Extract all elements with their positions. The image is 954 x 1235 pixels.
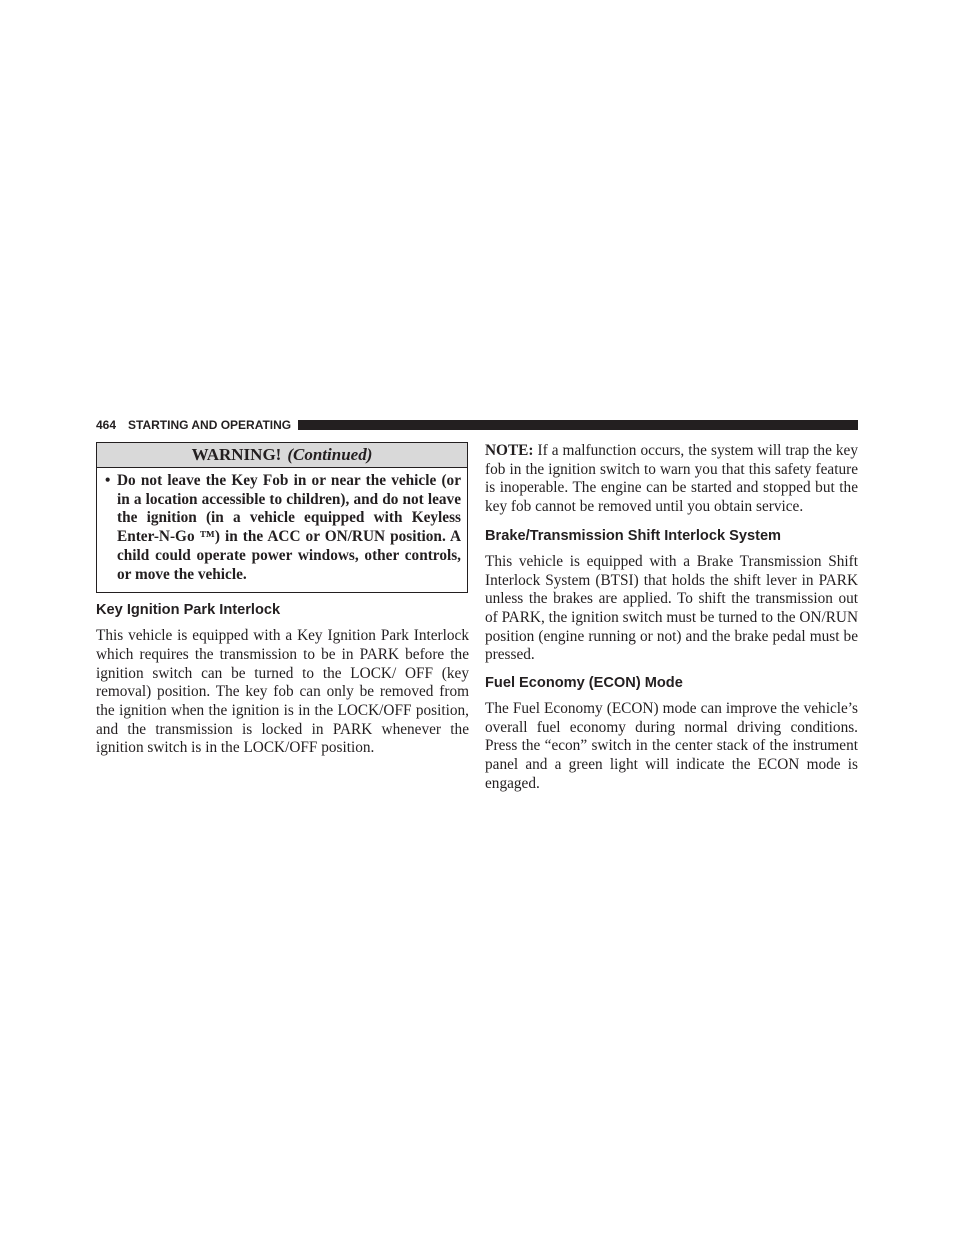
econ-body: The Fuel Economy (ECON) mode can improve the vehicle’s overall fuel economy during normal driving conditions. Press the “econ” switch in the center stack of the instrument panel and a green light will indicate the ECON mode is engaged. <box>485 700 858 792</box>
note-body: If a malfunction occurs, the system will trap the key fob in the ignition switch to warn you that this safety feature is inoperable. The engine can be started and stopped but the key fob cannot be removed until you obtain service. <box>485 442 858 516</box>
btsi-heading: Brake/Transmission Shift Interlock System <box>485 527 782 544</box>
right-column <box>485 442 858 794</box>
econ-heading: Fuel Economy (ECON) Mode <box>485 675 683 692</box>
warning-continued: (Continued) <box>287 445 373 464</box>
warning-text: Do not leave the Key Fob in or near the vehicle (or in a location accessible to children), and do not leave the ignition (in a vehicle equipped with Keyless Enter-N-Go ™) in the ACC or ON/RUN position. A child could operate power windows, other controls, or move the vehicle. <box>117 472 461 583</box>
note-paragraph <box>485 442 858 517</box>
warning-label: WARNING! <box>191 445 282 464</box>
page-number: 464 <box>96 418 117 432</box>
warning-body <box>97 468 467 592</box>
page-header <box>96 417 858 433</box>
left-column <box>96 442 469 758</box>
bullet-icon: • <box>105 472 111 489</box>
header-rule <box>298 420 858 430</box>
warning-box <box>96 442 468 593</box>
warning-title <box>97 443 467 468</box>
btsi-body: This vehicle is equipped with a Brake Transmission Shift Interlock System (BTSI) that holds the shift lever in PARK unless the brakes are applied. To shift the transmission out of PARK, the ignition switch must be turned to the ON/RUN position (engine running or not) and the brake pedal must be pressed. <box>485 552 858 664</box>
section-title: STARTING AND OPERATING <box>128 418 292 432</box>
note-label: NOTE: <box>485 442 534 459</box>
key-ignition-body: This vehicle is equipped with a Key Ignition Park Interlock which requires the transmission to be in PARK before the ignition switch can be turned to the LOCK/ OFF (key removal) position. The key fob can only be removed from the ignition when the ignition is in the LOCK/OFF position, and the transmission is locked in PARK whenever the ignition switch is in the LOCK/OFF position. <box>96 627 469 757</box>
key-ignition-heading: Key Ignition Park Interlock <box>96 602 281 619</box>
